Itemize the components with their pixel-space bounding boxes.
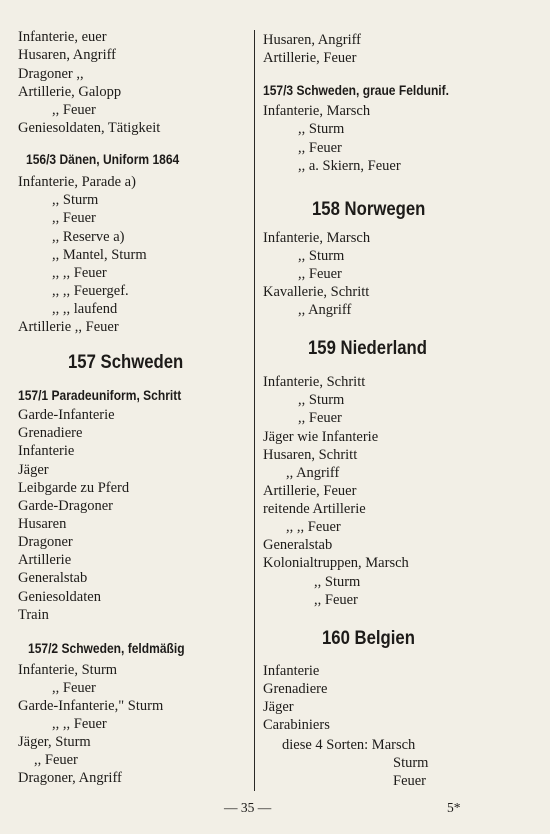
- text-line: ,, ,, laufend: [52, 301, 118, 317]
- section-heading-157-2: 157/2 Schweden, feldmäßig: [28, 640, 185, 656]
- text-line: ,, Sturm: [298, 121, 345, 137]
- text-line: Infanterie, Marsch: [263, 230, 371, 246]
- text-line: Garde-Dragoner: [18, 498, 114, 514]
- text-line: Jäger, Sturm: [18, 734, 91, 750]
- text-line: Grenadiere: [18, 425, 83, 441]
- signature-mark: 5*: [447, 800, 461, 815]
- text-line: Generalstab: [263, 537, 333, 553]
- text-line: Infanterie, Sturm: [18, 662, 118, 678]
- text-line: Sturm: [393, 755, 429, 771]
- section-heading-156-3: 156/3 Dänen, Uniform 1864: [26, 151, 180, 167]
- text-line: reitende Artillerie: [263, 501, 366, 517]
- text-line: Kavallerie, Schritt: [263, 284, 370, 300]
- text-line: Garde-Infanterie: [18, 407, 115, 423]
- text-line: ,, Feuer: [298, 410, 342, 426]
- text-line: Feuer: [393, 773, 427, 789]
- text-line: ,, ,, Feuer: [52, 716, 107, 732]
- text-line: Infanterie: [18, 443, 75, 459]
- text-line: ,, Sturm: [314, 574, 361, 590]
- text-line: ,, Feuer: [298, 266, 342, 282]
- section-heading-159: 159 Niederland: [308, 338, 427, 359]
- column-divider: [254, 30, 255, 791]
- text-line: Husaren: [18, 516, 67, 532]
- text-line: ,, Feuer: [298, 140, 342, 156]
- text-line: Artillerie, Galopp: [18, 84, 122, 100]
- text-line: Dragoner ,,: [18, 66, 84, 82]
- text-line: Infanterie, Schritt: [263, 374, 366, 390]
- text-line: Jäger: [263, 699, 294, 715]
- text-line: ,, Feuer: [52, 102, 96, 118]
- section-heading-158: 158 Norwegen: [312, 199, 426, 220]
- section-heading-157-3: 157/3 Schweden, graue Feldunif.: [263, 82, 450, 98]
- text-line: Carabiniers: [263, 717, 330, 733]
- text-line: ,, Feuer: [52, 680, 96, 696]
- text-line: ,, ,, Feuer: [52, 265, 107, 281]
- text-line: ,, Angriff: [286, 465, 340, 481]
- text-line: Jäger wie Infanterie: [263, 429, 379, 445]
- text-line: Husaren, Angriff: [18, 47, 116, 63]
- section-heading-157: 157 Schweden: [68, 352, 184, 373]
- text-line: ,, Feuer: [314, 592, 358, 608]
- text-line: Kolonialtruppen, Marsch: [263, 555, 409, 571]
- section-heading-157-1: 157/1 Paradeuniform, Schritt: [18, 387, 182, 403]
- text-line: ,, Sturm: [298, 392, 345, 408]
- text-line: Infanterie, Parade a): [18, 174, 136, 190]
- text-line: ,, ,, Feuer: [286, 519, 341, 535]
- text-line: Artillerie: [18, 552, 72, 568]
- text-line: ,, Feuer: [52, 210, 96, 226]
- text-line: ,, Sturm: [298, 248, 345, 264]
- text-line: Artillerie, Feuer: [263, 483, 357, 499]
- text-line: Dragoner, Angriff: [18, 770, 122, 786]
- text-line: ,, a. Skiern, Feuer: [298, 158, 401, 174]
- text-line: ,, Reserve a): [52, 229, 125, 245]
- text-line: Train: [18, 607, 49, 623]
- text-line: Artillerie, Feuer: [263, 50, 357, 66]
- text-line: Husaren, Schritt: [263, 447, 358, 463]
- text-line: Geniesoldaten, Tätigkeit: [18, 120, 161, 136]
- text-line: Husaren, Angriff: [263, 32, 361, 48]
- text-line: diese 4 Sorten: Marsch: [282, 737, 416, 753]
- text-line: Grenadiere: [263, 681, 328, 697]
- text-line: ,, Angriff: [298, 302, 352, 318]
- text-line: Infanterie, euer: [18, 29, 107, 45]
- page-number: — 35 —: [224, 800, 272, 815]
- text-line: ,, Feuer: [34, 752, 78, 768]
- text-line: ,, Mantel, Sturm: [52, 247, 147, 263]
- section-heading-160: 160 Belgien: [322, 628, 415, 649]
- text-line: Garde-Infanterie," Sturm: [18, 698, 164, 714]
- text-line: Dragoner: [18, 534, 73, 550]
- text-line: Generalstab: [18, 570, 88, 586]
- text-line: ,, ,, Feuergef.: [52, 283, 129, 299]
- text-line: ,, Sturm: [52, 192, 99, 208]
- text-line: Leibgarde zu Pferd: [18, 480, 130, 496]
- text-line: Infanterie, Marsch: [263, 103, 371, 119]
- text-line: Geniesoldaten: [18, 589, 101, 605]
- text-line: Jäger: [18, 462, 49, 478]
- text-line: Infanterie: [263, 663, 320, 679]
- text-line: Artillerie ,, Feuer: [18, 319, 119, 335]
